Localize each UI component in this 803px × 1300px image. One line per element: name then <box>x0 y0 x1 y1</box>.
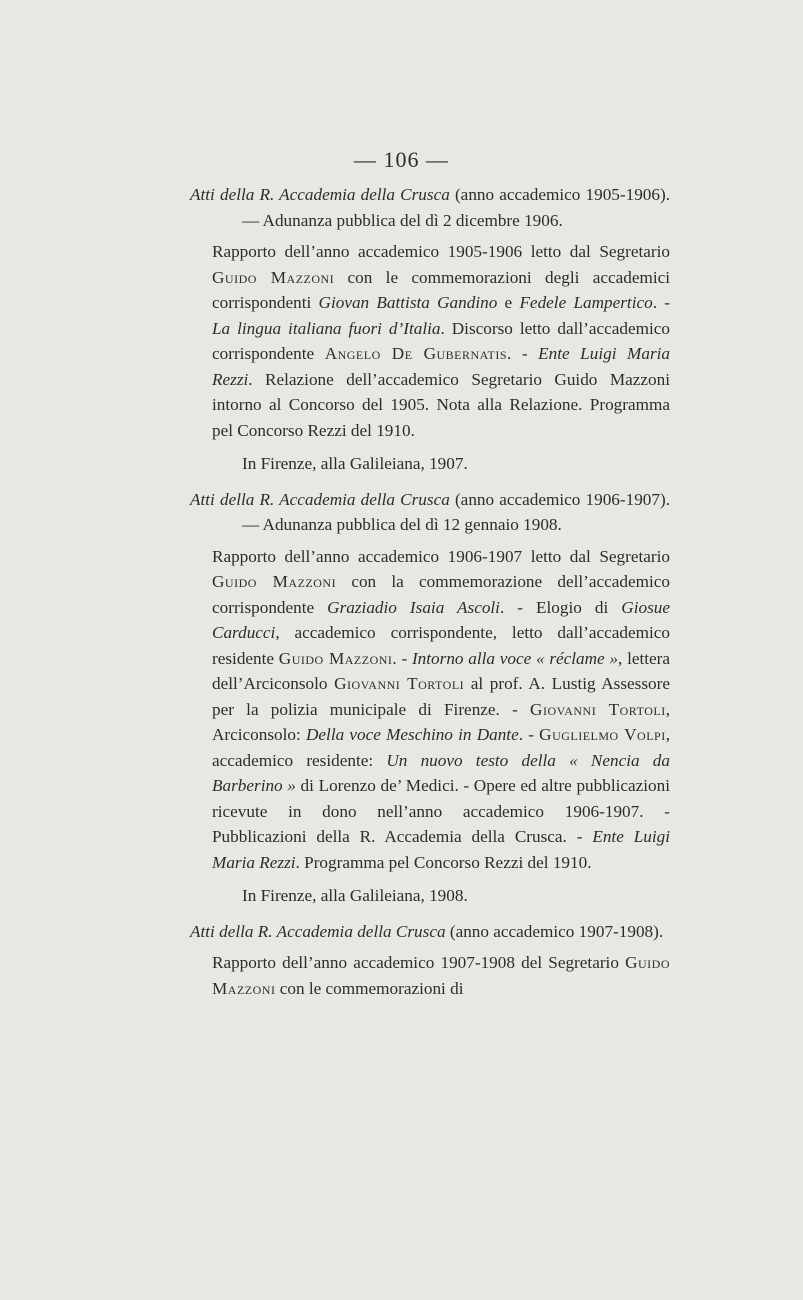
entry-details: (anno accademico 1906-1907). — Adunanza pubblica del dì 12 gennaio 1908. <box>242 489 670 534</box>
italic-title: Ente Luigi Maria Rezzi <box>212 344 670 389</box>
page-number: — 106 — <box>354 147 449 172</box>
entry-contents <box>190 950 670 1001</box>
bibliography-entry <box>190 487 670 909</box>
italic-title: Giovan Battista Gandino <box>318 293 498 312</box>
italic-title: Graziadio Isaia Ascoli <box>327 597 500 617</box>
body-text: e <box>497 293 520 312</box>
bibliography-entry <box>190 919 670 1002</box>
entry-title: Atti della R. Accademia della Crusca <box>190 921 446 941</box>
entry-imprint: In Firenze, alla Galileiana, 1908. <box>242 886 468 905</box>
body-text: . Discorso letto dall’accademico corrispondente <box>212 318 670 363</box>
entry-contents <box>190 544 670 876</box>
italic-title: Intorno alla voce « réclame » <box>411 648 619 668</box>
bibliography-entry <box>190 182 670 477</box>
author-name: Giovanni Tortoli <box>530 699 666 719</box>
italic-title: Fedele Lampertico <box>519 293 653 312</box>
body-text: con le commemorazioni di <box>275 978 464 998</box>
author-name: Guido Mazzoni <box>278 648 393 668</box>
body-text: , lettera dell’Arciconsolo <box>212 648 671 693</box>
entry-title: Atti della R. Accademia della Crusca <box>190 185 450 204</box>
body-text: , Arciconsolo: <box>212 699 670 744</box>
italic-title: Ente Luigi Maria Rezzi <box>212 827 671 872</box>
entry-heading <box>190 487 670 538</box>
author-name: Guido Mazzoni <box>212 572 337 591</box>
body-text: con la commemorazione dell’accademico corrispondente <box>212 572 671 617</box>
body-text: , accademico corrispondente, letto dall’accademico residente <box>212 623 670 668</box>
bibliography-list <box>190 182 670 1001</box>
body-text: . - <box>392 648 412 668</box>
italic-title: Giosue Carducci <box>212 597 670 642</box>
body-text: di Lorenzo de’ Medici. - Opere ed altre pubblicazioni ricevute in dono nell’anno accademico 1906-1907. - Pubblicazioni della R. Accademia della Crusca. - <box>212 776 671 846</box>
italic-title: Un nuovo testo della « Nencia da Barberino » <box>212 750 670 795</box>
entry-title: Atti della R. Accademia della Crusca <box>190 489 450 509</box>
body-text: . - <box>652 293 670 312</box>
body-text: Rapporto dell’anno accademico 1905-1906 letto dal Segretario <box>212 242 670 261</box>
body-text: al prof. A. Lustig Assessore per la polizia municipale di Firenze. - <box>212 674 670 719</box>
body-text: , accademico residente: <box>212 725 670 770</box>
author-name: Angelo De Gubernatis <box>324 344 508 363</box>
entry-heading <box>190 919 670 945</box>
body-text: Rapporto dell’anno accademico 1907-1908 del Segretario <box>212 953 626 972</box>
body-text: Rapporto dell’anno accademico 1906-1907 letto dal Segretario <box>212 546 670 566</box>
author-name: Giovanni Tortoli <box>334 674 465 693</box>
author-name: Guido Mazzoni <box>212 267 335 287</box>
entry-imprint: In Firenze, alla Galileiana, 1907. <box>242 454 468 473</box>
italic-title: Della voce Meschino in Dante <box>306 725 519 744</box>
body-text: . - <box>507 344 539 363</box>
author-name: Guglielmo Volpi <box>539 725 666 744</box>
body-text: . Relazione dell’accademico Segretario Guido Mazzoni intorno al Concorso del 1905. Nota alla Relazione. Programma pel Concorso Rezzi del 1910. <box>212 369 670 440</box>
entry-details: (anno accademico 1905-1906). — Adunanza pubblica del dì 2 dicembre 1906. <box>242 185 670 230</box>
author-name: Guido Mazzoni <box>212 953 670 998</box>
entry-details: (anno accademico 1907-1908). <box>445 921 664 941</box>
italic-title: La lingua italiana fuori d’Italia <box>212 318 441 338</box>
body-text: . - Elogio di <box>499 597 622 617</box>
body-text: . Programma pel Concorso Rezzi del 1910. <box>295 852 592 872</box>
entry-contents <box>190 239 670 443</box>
body-text: . - <box>518 725 540 744</box>
body-text: con le commemorazioni degli accademici corrispondenti <box>212 267 670 312</box>
entry-heading <box>190 182 670 233</box>
